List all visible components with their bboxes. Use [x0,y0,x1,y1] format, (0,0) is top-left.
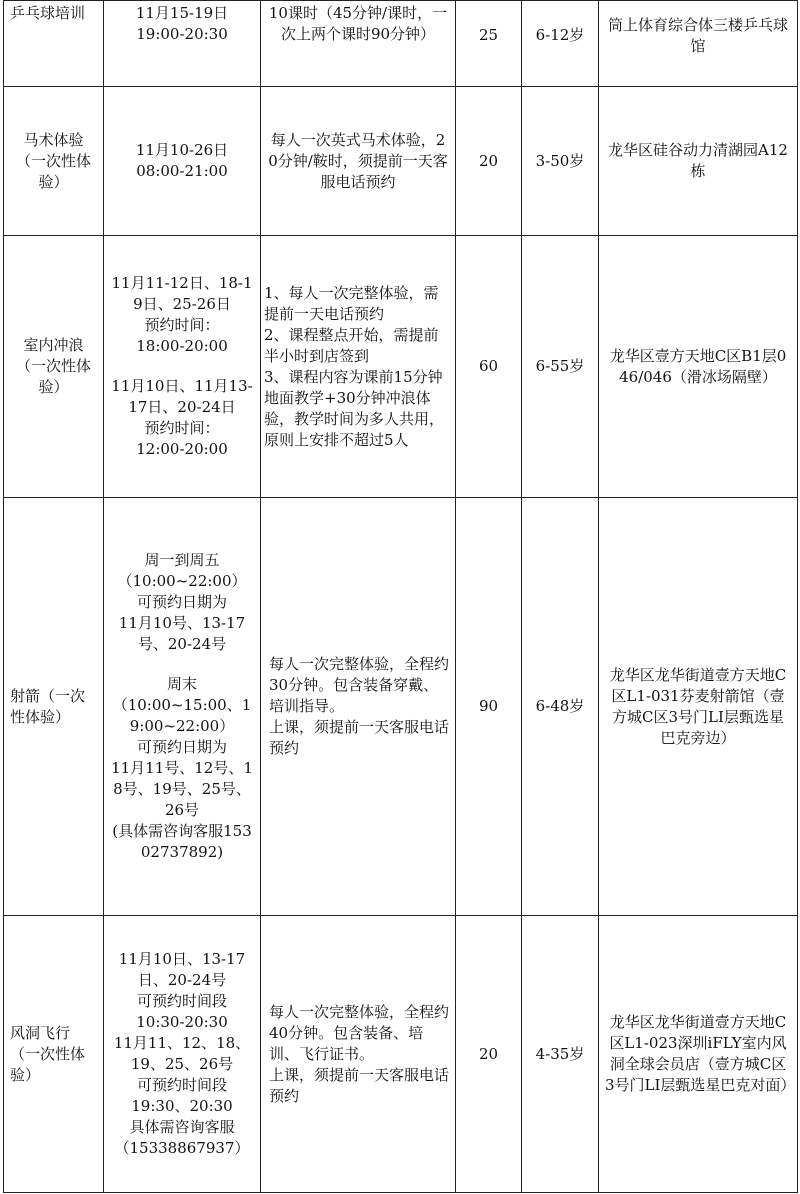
detail-text: 上课，须提前一天客服电话预约 [269,1065,450,1105]
location-text: 龙华区龙华街道壹方天地C区L1-031芬麦射箭馆（壹方城C区3号门LI层甄选星巴克旁边） [609,665,787,747]
time-line: 11月10号、13-17号、20-24号 [118,614,246,653]
location-text: 龙华区壹方天地C区B1层046/046（滑冰场隔壁） [609,346,787,386]
location-cell [599,498,798,916]
detail-text: 每人一次英式马术体验，20分钟/鞍时，须提前一天客服电话预约 [268,130,448,191]
activity-name: 马术体验（一次性体验） [15,130,91,191]
age-cell [522,1,599,87]
location-text: 龙华区硅谷动力清湖园A12栋 [608,141,788,180]
price-cell [456,498,522,916]
time-line: 可预约日期为 [136,593,227,611]
age-range: 6-12岁 [535,26,585,44]
time-line: 19:00-20:30 [136,25,228,43]
price-value: 20 [478,151,499,170]
detail-cell [261,498,456,916]
time-line: （10:00~22:00） [117,572,247,590]
detail-text: 每人一次完整体验，全程约40分钟。包含装备、培训、飞行证书。 [269,1002,450,1063]
time-line: 具体需咨询客服 [129,1118,235,1136]
detail-cell [261,916,456,1193]
time-cell [104,1,261,87]
time-line: 10:30-20:30 [136,1013,228,1031]
price-value: 90 [478,697,499,715]
detail-text: 3、课程内容为课前15分钟地面教学+30分钟冲浪体验，教学时间为多人共用，原则上安排不超过5人 [264,367,445,449]
price-cell [456,1,522,87]
time-line: 19:30、20:30 [131,1097,233,1115]
detail-text: 上课，须提前一天客服电话预约 [269,718,450,757]
price-cell [456,87,522,236]
age-cell [522,916,599,1193]
location-text: 筒上体育综合体三楼乒乓球馆 [607,16,788,55]
detail-text: 每人一次完整体验，全程约30分钟。包含装备穿戴、培训指导。 [269,655,450,715]
time-line: 11月15-19日 [135,4,229,22]
activity-table [3,0,798,1193]
time-line: 11月11-12日、18-19日、25-26日 [111,274,253,313]
time-line: （10:00~15:00、19:00~22:00） [112,696,252,735]
price-cell [456,236,522,498]
table-row [4,1,798,87]
table-row [4,498,798,916]
time-line: 11月10日、11月13-17日、20-24日 [111,377,253,416]
time-line: 预约时间： [144,316,220,334]
activity-name-cell [4,498,104,916]
time-line: (具体需咨询客服15302737892) [112,822,252,861]
location-cell [599,87,798,236]
age-cell [522,236,599,498]
activity-name: 室内冲浪（一次性体验） [15,336,91,396]
activity-name: 风洞飞行（一次性体验） [10,1023,86,1084]
price-value: 60 [478,357,499,375]
activity-name-cell [4,87,104,236]
detail-text: 10课时（45分钟/课时，一次上两个课时90分钟） [268,4,448,43]
time-line: 11月11、12、18、19、25、26号 [113,1034,251,1073]
age-cell [522,498,599,916]
detail-text: 1、每人一次完整体验，需提前一天电话预约 [264,283,439,323]
time-line: 08:00-21:00 [136,162,228,180]
time-cell [104,236,261,498]
age-range: 6-55岁 [535,357,585,375]
table-row [4,236,798,498]
detail-cell [261,236,456,498]
time-line: 11月10日、13-17日、20-24号 [118,950,246,989]
time-cell [104,87,261,236]
time-line: 预约时间： [144,419,220,437]
detail-cell [261,1,456,87]
time-line: 可预约日期为 [136,738,227,756]
price-cell [456,916,522,1193]
location-text: 龙华区龙华街道壹方天地C区L1-023深圳iFLY室内风洞全球会员店（壹方城C区3号门LI层甄选星巴克对面） [605,1013,796,1094]
time-line: （15338867937） [114,1139,250,1157]
age-range: 4-35岁 [535,1044,585,1063]
activity-name-cell [4,236,104,498]
time-line: 周末 [166,675,197,693]
activity-name: 乒乓球培训 [10,4,86,22]
price-value: 25 [478,26,499,44]
time-line: 12:00-20:00 [136,440,228,458]
table-row [4,916,798,1193]
time-line: 11月10-26日 [135,141,229,159]
activity-name-cell [4,1,104,87]
location-cell [599,236,798,498]
activity-name-cell [4,916,104,1193]
activity-name: 射箭（一次性体验） [10,686,86,726]
time-line: 可预约时间段 [136,1076,227,1094]
age-range: 6-48岁 [535,697,585,715]
age-range: 3-50岁 [535,151,585,170]
location-cell [599,916,798,1193]
detail-text: 2、课程整点开始，需提前半小时到店签到 [264,325,439,365]
time-line: 周一到周五 [144,551,220,569]
location-cell [599,1,798,87]
table-row [4,87,798,236]
time-cell [104,498,261,916]
time-cell [104,916,261,1193]
time-line: 18:00-20:00 [136,337,228,355]
time-line: 可预约时间段 [136,992,227,1010]
age-cell [522,87,599,236]
price-value: 20 [478,1044,499,1063]
detail-cell [261,87,456,236]
time-line: 11月11号、12号、18号、19号、25号、26号 [111,759,253,819]
